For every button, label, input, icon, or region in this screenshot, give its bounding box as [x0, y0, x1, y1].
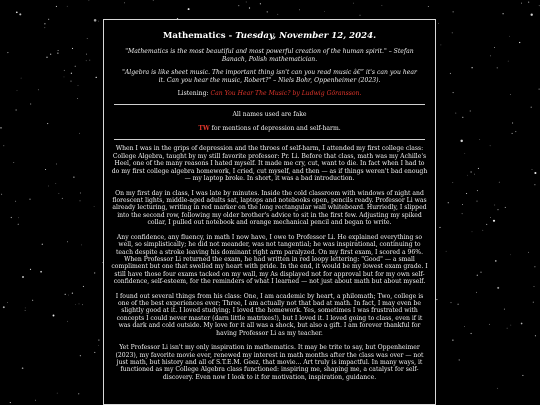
star [494, 205, 495, 206]
star [3, 145, 4, 146]
star [509, 36, 510, 37]
star [450, 73, 451, 74]
star [1, 194, 2, 195]
star [495, 260, 497, 262]
star [18, 217, 19, 218]
star [7, 302, 8, 303]
star [30, 104, 31, 105]
star [505, 207, 506, 208]
star [21, 78, 22, 79]
star [16, 11, 18, 13]
star [534, 184, 535, 185]
star [44, 23, 45, 24]
star [267, 11, 268, 12]
star [57, 53, 58, 54]
star [89, 0, 90, 1]
star [94, 352, 95, 353]
star [153, 0, 154, 1]
star [79, 304, 80, 305]
star [48, 19, 49, 20]
star [534, 172, 536, 174]
star [510, 255, 511, 256]
star [260, 3, 261, 4]
star [486, 224, 487, 225]
star [86, 60, 87, 61]
star [479, 139, 480, 140]
star [67, 321, 68, 322]
star [467, 175, 468, 176]
star [94, 272, 95, 273]
star [70, 81, 71, 82]
star [466, 193, 467, 194]
star [477, 190, 478, 191]
star [324, 11, 325, 12]
star [7, 52, 8, 53]
star [494, 47, 495, 48]
star [438, 23, 439, 24]
names-note: All names used are fake [232, 110, 307, 118]
star [40, 271, 42, 273]
star [452, 182, 453, 183]
star [77, 98, 78, 99]
star [474, 174, 475, 175]
star [53, 315, 55, 317]
star [19, 13, 21, 15]
star [13, 162, 14, 163]
star [50, 54, 51, 55]
star [65, 294, 66, 295]
star [531, 14, 533, 16]
star [29, 199, 30, 200]
tw-label: TW [198, 125, 210, 133]
star [82, 304, 83, 305]
star [80, 355, 81, 356]
star [78, 85, 79, 86]
star [89, 60, 90, 61]
star [477, 201, 478, 202]
star [535, 335, 536, 336]
paragraph: Any confidence, any fluency, in math I now have, I owe to Professor Li. He explained everything so well, so simplistically; he did not meander, was not tangential; he was inspirational, continuing to teach despite a stroke leaving his dominant right arm paralyzed. On my first exam, I scored a 96%. When Professor Li returned the exam, he had written in red loopy lettering: "Good" — a small compliment but one that swelled my heart with pride. In the end, it would be my lowest exam grade. I still have those four exams tacked on my wall, my As displayed not for approval but for my own self-confidence, self-esteem, for the reminders of what I learned — not just about math but about myself. [111, 233, 428, 286]
star [57, 393, 58, 394]
star [80, 201, 81, 202]
star [533, 302, 534, 303]
divider [114, 104, 425, 105]
star [502, 13, 503, 14]
star [96, 77, 97, 78]
star [67, 241, 68, 242]
star [80, 193, 81, 194]
star [497, 388, 498, 389]
star [17, 90, 18, 91]
star [528, 252, 529, 253]
star [75, 304, 76, 305]
star [22, 276, 24, 278]
star [68, 295, 69, 296]
star [478, 168, 479, 169]
star [15, 201, 16, 202]
star [382, 5, 383, 6]
star [0, 127, 1, 128]
star [521, 3, 522, 4]
star [480, 272, 481, 273]
star [539, 5, 540, 6]
star [72, 293, 73, 294]
star [79, 133, 80, 134]
star [71, 73, 72, 74]
star [510, 94, 511, 95]
star [471, 333, 472, 334]
star [504, 309, 505, 310]
star [94, 206, 95, 207]
page-title [110, 31, 429, 41]
star [490, 217, 491, 218]
star [72, 48, 73, 49]
trigger-warning [110, 125, 429, 132]
star [30, 269, 31, 270]
star [98, 21, 99, 22]
star [457, 304, 458, 305]
star [531, 107, 532, 108]
star [62, 198, 63, 199]
star [497, 209, 498, 210]
star [94, 19, 97, 22]
star [462, 117, 463, 118]
song-link[interactable]: Can You Hear The Music? by Ludwig Göransson. [210, 90, 362, 98]
star [277, 14, 278, 15]
star [510, 325, 511, 326]
star [455, 113, 456, 114]
star [249, 7, 250, 8]
star [490, 145, 491, 146]
star [452, 339, 453, 340]
star [98, 340, 99, 341]
star [436, 299, 437, 300]
star [515, 131, 516, 132]
paragraph: On my first day in class, I was late by minutes. Inside the cold classroom with windows of night and florescent lights, middle-aged adults sat, laptops and notebooks open, pencils ready. Professor Li was already lecturing, writing in red marker on the long rectangular wall whiteboard. Hurriedly, I slipped into the second row, following my older brother's advice to sit in the first few. Adjusting my spiked collar, I pulled out notebook and orange mechanical pencil and began to write. [112, 189, 427, 227]
star [18, 224, 19, 225]
star [470, 111, 471, 112]
star [507, 328, 508, 329]
star [299, 9, 300, 10]
star [353, 3, 354, 4]
star [528, 2, 529, 3]
star [428, 6, 429, 7]
star [462, 204, 463, 205]
star [464, 326, 465, 327]
paragraph: When I was in the grips of depression and the throes of self-harm, I attended my first college class: College Algebra, taught by my still favorite professor: Pr. Li. Before that class, math was my Achille's Heel, one of the many reasons I hated myself. It made me cry, cut, want to die. In fact when I had to do my first college algebra homework, I cried, cut myself, and then — as if things weren't bad enough — my laptop broke. In short, it was a bad introduction. [111, 145, 428, 183]
star [58, 50, 59, 51]
star [441, 45, 442, 46]
star [44, 27, 45, 28]
star [25, 310, 26, 311]
journal-page [103, 19, 436, 405]
star [446, 251, 447, 252]
star [472, 231, 473, 232]
title-date: Tuesday, November 12, 2024. [235, 31, 377, 41]
star [493, 220, 495, 222]
star [64, 70, 65, 71]
star [453, 11, 454, 12]
star [512, 122, 513, 123]
star [188, 8, 190, 10]
star [73, 176, 74, 177]
star [512, 133, 513, 134]
star [11, 217, 12, 218]
star [98, 345, 99, 346]
star [246, 2, 247, 3]
star [86, 54, 87, 55]
star [47, 123, 48, 124]
star [10, 402, 11, 403]
star [476, 292, 477, 293]
star [87, 38, 88, 39]
quote-bohr: "Algebra is like sheet music. The important thing isn't can you read music â€” it's can you hear it. Can you hear the music, Robert?" – Niels Bohr, Oppenheimer (2023). [122, 69, 417, 84]
star [81, 245, 82, 246]
star [64, 77, 65, 78]
star [48, 186, 49, 187]
star [22, 367, 24, 369]
star [45, 169, 46, 170]
divider [114, 139, 425, 140]
star [439, 227, 440, 228]
title-prefix: Mathematics - [162, 31, 236, 41]
star [522, 375, 523, 376]
star [3, 306, 5, 308]
star [471, 171, 472, 172]
star [532, 169, 533, 170]
star [35, 400, 36, 401]
star [83, 286, 84, 287]
star [38, 89, 39, 90]
star [534, 286, 535, 287]
paragraph: Yet Professor Li isn't my only inspiration in mathematics. It may be trite to say, but Oppenheimer (2023), my favorite movie ever, renewed my interest in math months after the class was over — not just math, but history and all of S.T.E.M. Geez, that movie... Art truly is impactful. In many ways, it functioned as my College Algebra class functioned: inspiring me, shaping me, a catalyst for self-discovery. Even now I look to it for motivation, inspiration, guidance. [115, 344, 424, 381]
star [448, 202, 449, 203]
star [460, 140, 462, 142]
listening-line [110, 90, 429, 97]
star [75, 66, 76, 67]
paragraph: I found out several things from his class: One, I am academic by heart, a philomath; Two, college is one of the best experiences ever; Three, I am actually not that bad at math. In fact, I may even be slightly good at it. I loved studying; I loved the homework. Yes, sometimes I was frustrated with concepts I could never master (darn little matrixes!), but I loved it. I loved going to class, even if it was dark and cold outside. My love for it all was a shock, but also a gift. I am forever thankful for having Professor Li as my teacher. [115, 292, 424, 337]
star [477, 275, 478, 276]
star [519, 42, 520, 43]
star [238, 5, 239, 6]
star [360, 15, 361, 16]
star [489, 324, 490, 325]
star [534, 266, 535, 267]
star [55, 183, 56, 184]
star [452, 32, 453, 33]
star [499, 182, 500, 183]
star [490, 56, 491, 57]
star [508, 61, 509, 62]
star [16, 109, 17, 110]
star [78, 393, 79, 394]
quote-banach: "Mathematics is the most beautiful and most powerful creation of the human spirit." – Stefan Banach, Polish mathematician. [125, 48, 414, 63]
star [521, 323, 523, 325]
star [464, 153, 465, 154]
star [497, 67, 498, 68]
star [459, 359, 460, 360]
star [25, 308, 26, 309]
star [472, 67, 473, 68]
listening-label: Listening: [177, 90, 211, 98]
star [450, 302, 451, 303]
tw-text: for mentions of depression and self-harm. [209, 125, 341, 133]
star [482, 230, 483, 231]
star [59, 193, 60, 194]
star [56, 164, 57, 165]
star [42, 244, 43, 245]
star [67, 6, 68, 7]
star [124, 3, 125, 4]
star [46, 57, 47, 58]
star [497, 287, 499, 289]
star [462, 213, 463, 214]
star [453, 92, 454, 93]
star [56, 6, 57, 7]
star [539, 89, 540, 90]
star [32, 300, 33, 301]
